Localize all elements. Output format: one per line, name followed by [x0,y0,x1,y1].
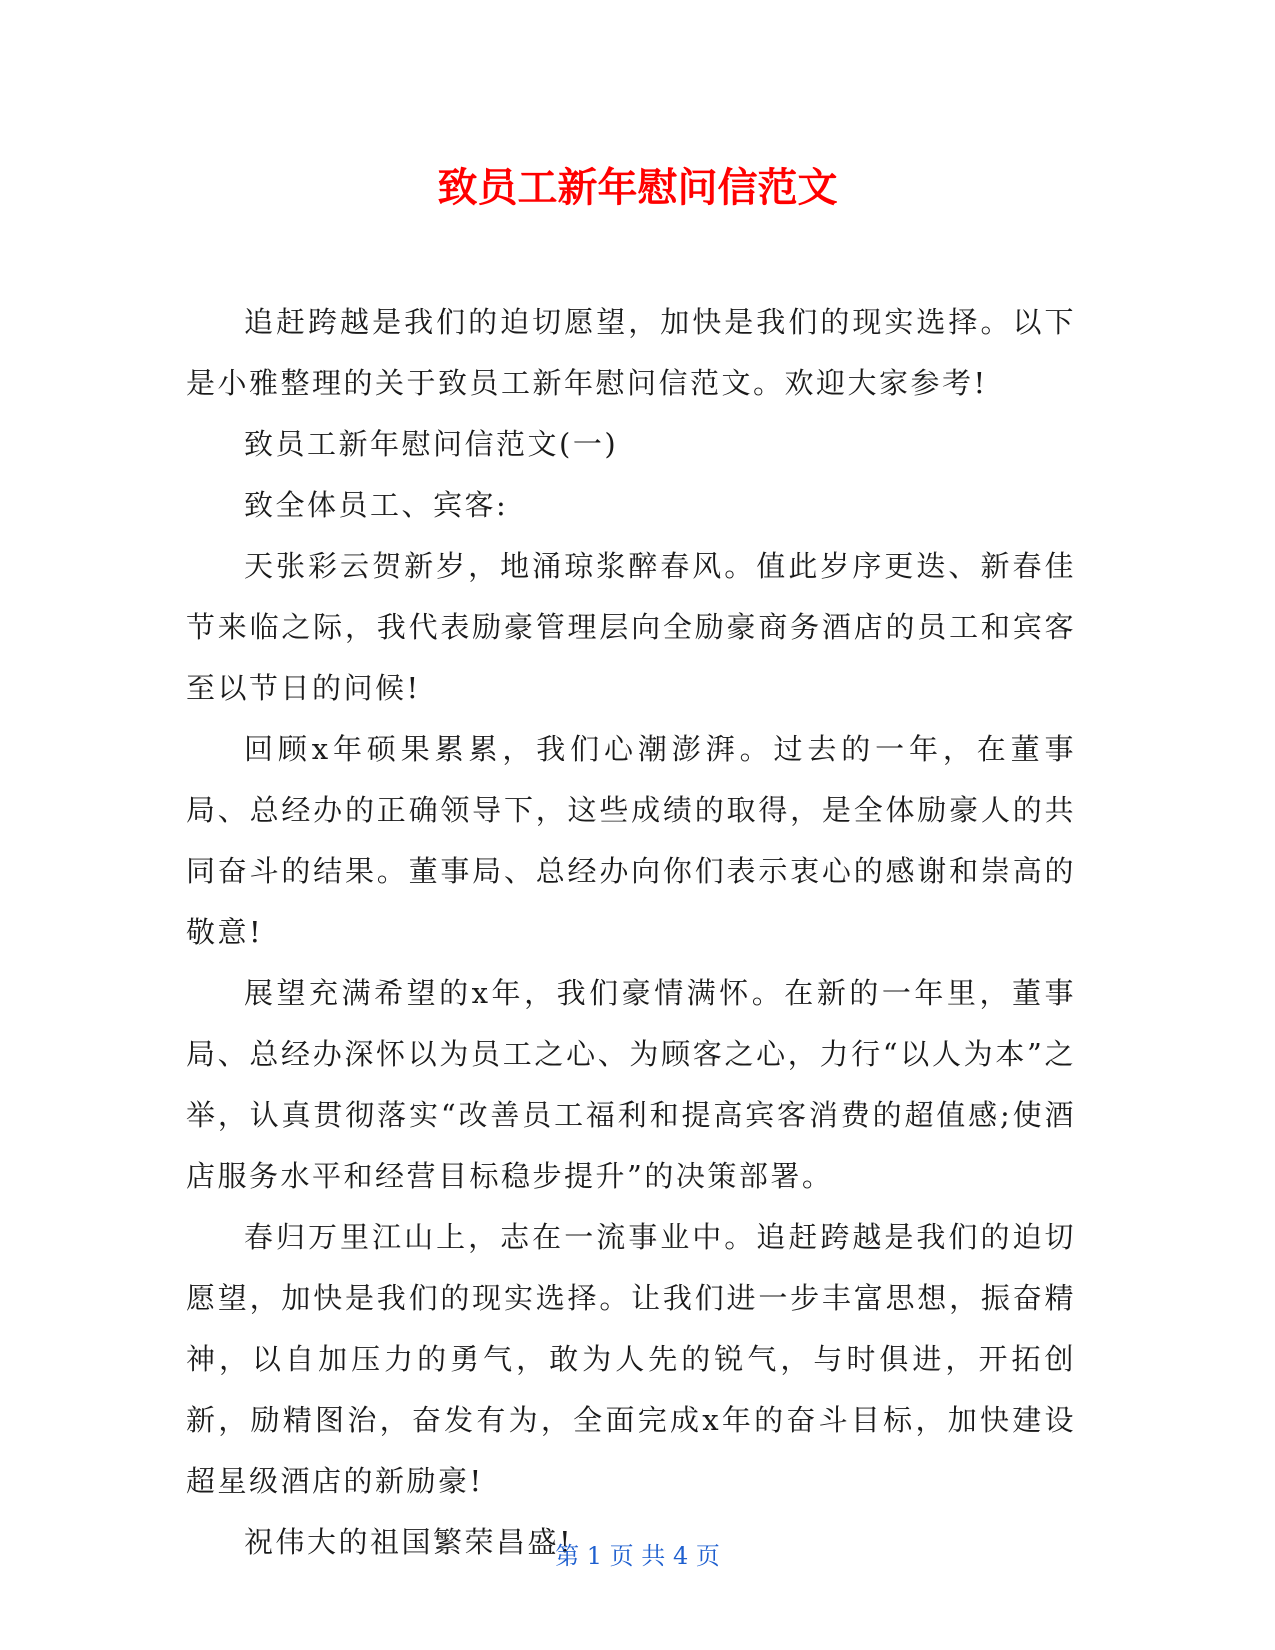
paragraph-salutation: 致全体员工、宾客: [244,488,509,522]
paragraph-subtitle: 致员工新年慰问信范文(一) [244,427,619,461]
paragraph-review: 回顾x年硕果累累，我们心潮澎湃。过去的一年，在董事局、总经办的正确领导下，这些成绩的取得，是全体励豪人的共同奋斗的结果。董事局、总经办向你们表示衷心的感谢和崇高的敬意! [186,732,1076,949]
paragraph-greeting: 天张彩云贺新岁，地涌琼浆醉春风。值此岁序更迭、新春佳节来临之际，我代表励豪管理层向全励豪商务酒店的员工和宾客至以节日的问候! [186,549,1076,705]
paragraph-intro: 追赶跨越是我们的迫切愿望，加快是我们的现实选择。以下是小雅整理的关于致员工新年慰问信范文。欢迎大家参考! [186,305,1076,400]
document-body [186,292,1076,1573]
paragraph-wish: 祝伟大的祖国繁荣昌盛! [244,1525,574,1559]
document-title: 致员工新年慰问信范文 [437,165,838,211]
paragraph-outlook: 展望充满希望的x年，我们豪情满怀。在新的一年里，董事局、总经办深怀以为员工之心、为顾客之心，力行“以人为本”之举，认真贯彻落实“改善员工福利和提高宾客消费的超值感;使酒店服务水平和经营目标稳步提升”的决策部署。 [186,976,1076,1193]
page-number-footer: 第 1 页 共 4 页 [555,1542,720,1570]
paragraph-call-to-action: 春归万里江山上，志在一流事业中。追赶跨越是我们的迫切愿望，加快是我们的现实选择。让我们进一步丰富思想，振奋精神，以自加压力的勇气，敢为人先的锐气，与时俱进，开拓创新，励精图治，奋发有为，全面完成x年的奋斗目标，加快建设超星级酒店的新励豪! [186,1220,1076,1498]
